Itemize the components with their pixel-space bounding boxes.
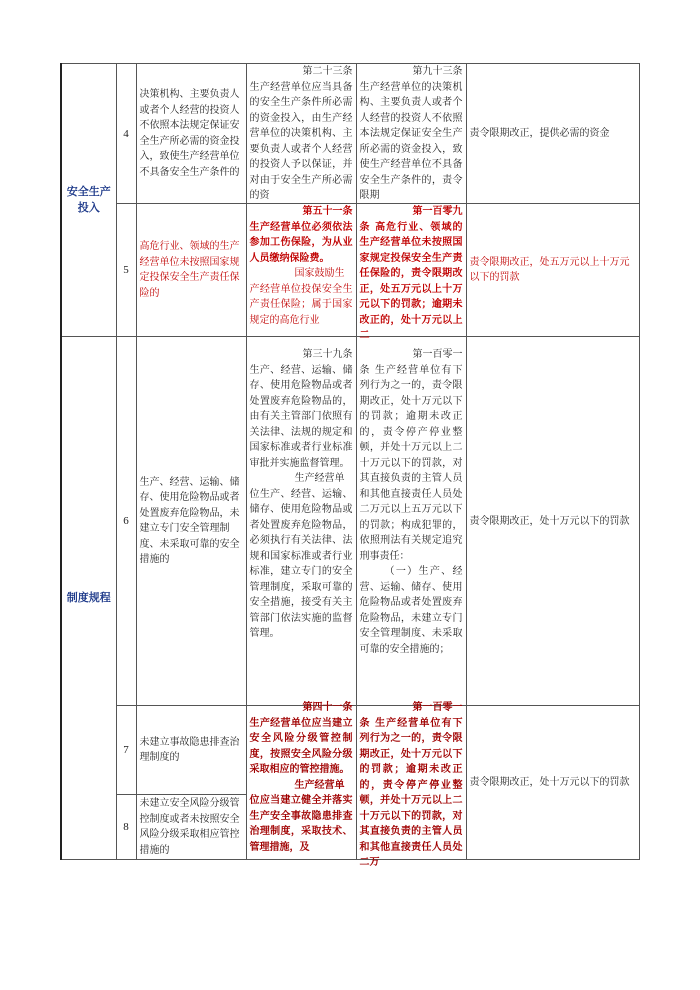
- behavior-cell: 决策机构、主要负责人或者个人经营的投资人不依照本法规定保证安全生产所必需的资金投入，致使生产经营单位不具备安全生产条件的: [136, 64, 246, 204]
- clause-a-heading-2: 生产经营单: [294, 473, 345, 484]
- clause-b-heading: 第一百零一: [412, 702, 463, 713]
- clause-b-body: 条 生产经营单位有下列行为之一的，责令限期改正，处十万元以下的罚款；逾期未改正的，责令停产停业整顿，并处十万元以上二十万元以下的罚款，对其直接负责的主管人员和其他直接责任人员处二万元以上五万元以下的罚款；构成犯罪的，依照刑法有关规定追究刑事责任：: [359, 364, 463, 562]
- row-number: 7: [116, 706, 136, 795]
- table-row: [61, 64, 639, 204]
- regulation-table-sheet: [60, 63, 638, 868]
- clause-b-item: （一）生产、经营、运输、储存、使用危险物品或者处置废弃危险物品，未建立专门安全管理制度、未采取可靠的安全措施的；: [359, 566, 463, 655]
- behavior-cell: 未建立安全风险分级管控制度或者未按照安全风险分级采取相应管控措施的: [136, 795, 246, 860]
- row-number: 5: [116, 204, 136, 337]
- clause-b-cell: [356, 337, 466, 706]
- clause-b-cell: [356, 64, 466, 204]
- clause-a-body: 生产经营单位应当建立安全风险分级管控制度，按照安全风险分级采取相应的管控措施。: [249, 717, 353, 775]
- clause-a-body-2: 位应当建立健全并落实生产安全事故隐患排查治理制度，采取技术、管理措施，及: [249, 795, 353, 853]
- clause-b-cell: [356, 702, 466, 868]
- clause-a-cell: [246, 204, 356, 337]
- clause-a-body: 生产经营单位应当具备的安全生产条件所必需的资金投入，由生产经营单位的决策机构、主要负责人或者个人经营的投资人予以保证，并对由于安全生产所必需的资: [249, 81, 353, 201]
- category-label: 制度规程: [66, 591, 111, 604]
- clause-a-body-2: 产经营单位投保安全生产责任保险；属于国家规定的高危行业: [249, 283, 353, 326]
- penalty-cell: 责令限期改正，处十万元以下的罚款: [466, 337, 639, 706]
- behavior-cell: 未建立事故隐患排查治理制度的: [136, 706, 246, 795]
- behavior-cell: 高危行业、领域的生产经营单位未按照国家规定投保安全生产责任保险的: [136, 204, 246, 337]
- row-number: 6: [116, 337, 136, 706]
- table-row: [61, 337, 639, 706]
- category-label: 安全生产投入: [66, 185, 111, 214]
- clause-a-heading: 第二十三条: [302, 66, 353, 77]
- penalty-cell: 责令限期改正，提供必需的资金: [466, 64, 639, 204]
- clause-a-body: 生产、经营、运输、储存、使用危险物品或者处置废弃危险物品的，由有关主管部门依照有关法律、法规的规定和国家标准或者行业标准审批并实施监督管理。: [249, 364, 353, 469]
- category-cell: [61, 337, 116, 860]
- clause-b-cell: [356, 204, 466, 341]
- penalty-cell: 责令限期改正，处五万元以上十万元以下的罚款: [466, 204, 639, 337]
- clause-b-body: 条 高危行业、领域的生产经营单位未按照国家规定投保安全生产责任保险的，责令限期改正，处五万元以上十万元以下的罚款；逾期未改正的，处十万元以上二: [359, 221, 463, 341]
- category-cell: [61, 64, 116, 337]
- regulation-table: [60, 63, 640, 868]
- clause-a-cell: [246, 64, 356, 204]
- clause-a-heading-2: 生产经营单: [294, 779, 345, 791]
- clause-a-heading: 第三十九条: [302, 349, 353, 360]
- behavior-cell: 生产、经营、运输、储存、使用危险物品或者处置废弃危险物品，未建立专门安全管理制度、未采取可靠的安全措施的: [136, 337, 246, 706]
- clause-a-heading: 第五十一条: [302, 206, 353, 217]
- penalty-cell: 责令限期改正，处十万元以下的罚款: [466, 706, 639, 860]
- clause-a-cell: [246, 702, 356, 860]
- clause-a-heading-2: 国家鼓励生: [294, 268, 345, 279]
- clause-b-heading: 第一百零九: [412, 206, 463, 217]
- clause-b-body: 生产经营单位的决策机构、主要负责人或者个人经营的投资人不依照本法规定保证安全生产所必需的资金投入，致使生产经营单位不具备安全生产条件的，责令限期: [359, 81, 463, 201]
- clause-b-body: 条 生产经营单位有下列行为之一的，责令限期改正，处十万元以下的罚款；逾期未改正的，责令停产停业整顿，并处十万元以上二十万元以下的罚款，对其直接负责的主管人员和其他直接责任人员处二万: [359, 717, 463, 868]
- table-row: [61, 204, 639, 337]
- clause-b-heading: 第一百零一: [412, 349, 463, 360]
- clause-a-heading: 第四十一条: [302, 702, 353, 713]
- table-row: [61, 706, 639, 795]
- row-number: 4: [116, 64, 136, 204]
- row-number: 8: [116, 795, 136, 860]
- clause-a-cell: [246, 337, 356, 706]
- clause-a-body: 生产经营单位必须依法参加工伤保险，为从业人员缴纳保险费。: [249, 221, 353, 264]
- clause-b-heading: 第九十三条: [412, 66, 463, 77]
- clause-a-body-2: 位生产、经营、运输、储存、使用危险物品或者处置废弃危险物品，必须执行有关法律、法规和国家标准或者行业标准，建立专门的安全管理制度，采取可靠的安全措施，接受有关主管部门依法实施的监督管理。: [249, 488, 353, 639]
